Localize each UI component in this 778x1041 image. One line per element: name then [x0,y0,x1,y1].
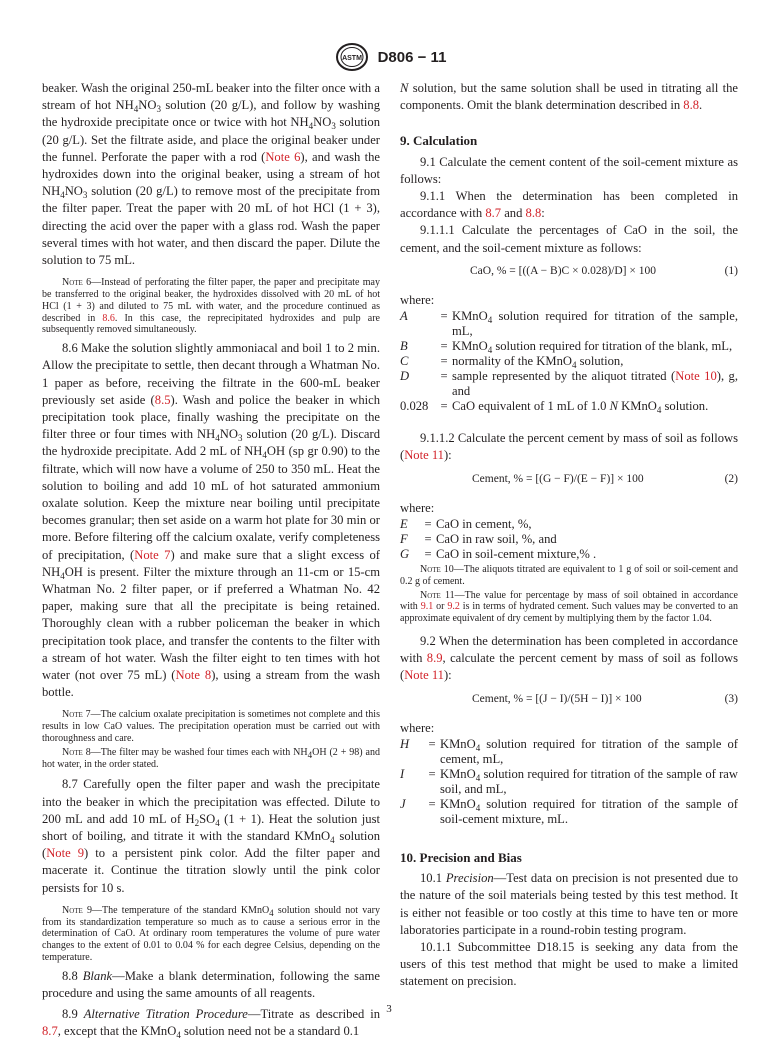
note-11-link[interactable]: Note 11 [404,448,444,463]
note-10-link[interactable]: Note 10 [675,369,717,384]
equation-2-number: (2) [724,472,738,485]
paragraph-9-1: 9.1 Calculate the cement content of the soil-cement mixture as follows: [400,154,738,186]
definition-row: A = KMnO$_4$ solution required for titration of the sample, mL, [400,309,738,339]
astm-logo-icon [332,42,372,72]
note-11-link[interactable]: Note 11 [404,668,444,683]
note-8: Note 8—The filter may be washed four times each with $NH_4OH$ (2 + 98) and hot water, in the order stated. [42,746,380,770]
page-header [0,42,778,72]
ref-8-8-link[interactable]: 8.8 [683,98,700,113]
definition-row: G = CaO in soil-cement mixture,% . [400,547,597,562]
definition-row: H = KMnO$_4$ solution required for titration of the sample of cement, mL, [400,737,738,767]
note-11: Note 11—The value for percentage by mass of soil obtained in accordance with 9.1 or 9.2 is in terms of hydrated cement. Such values may be converted to an approximate equivalent of dry cement by multiplying them by the factor 1.04. [400,589,738,625]
note-8-link[interactable]: Note 8 [175,668,212,683]
section-9-title: 9. Calculation [400,133,478,149]
note-6: Note 6—Instead of perforating the filter paper, the paper and precipitate may be transferred to the original beaker, the hydroxides dissolved with 20 mL of hot HCl (1 + 3) and diluted to 75 mL with water, and the procedure continued as described in 8.6. In this case, the reprecipitated hydroxides and pulp are subsequently removed simultaneously. [42,277,380,336]
definitions-eq1 [400,309,738,414]
definition-row: E = CaO in cement, %, [400,517,532,532]
ref-8-8-link[interactable]: 8.8 [525,206,542,221]
equation-3-number: (3) [724,692,738,705]
paragraph-10-1-1: 10.1.1 Subcommittee D18.15 is seeking any data from the users of this test method that might be used to make a limited statement on precision. [400,940,738,989]
svg-text:ASTM: ASTM [341,55,362,62]
definitions-eq3 [400,737,738,827]
ref-8-6-link[interactable]: 8.6 [102,312,115,324]
ref-8-9-link[interactable]: 8.9 [426,651,443,666]
equation-1-formula: CaO, % = [((A − B)C × 0.028)/D] × 100 [470,264,656,277]
definition-row: B = KMnO$_4$ solution required for titration of the blank, mL, [400,339,733,356]
note-9-link[interactable]: Note 9 [46,846,85,861]
paragraph-9-2: 9.2 When the determination has been completed in accordance with 8.9, calculate the percent cement by mass of soil as follows (Note 11): [400,634,738,683]
right-column [400,80,738,991]
equation-3-formula: Cement, % = [(J − I)/(5H − I)] × 100 [472,692,642,705]
definition-row: J = KMnO$_4$ solution required for titration of the sample of soil-cement mixture, mL. [400,797,738,827]
definition-row: D = sample represented by the aliquot titrated (Note 10), g, and [400,369,739,399]
ref-8-7-link[interactable]: 8.7 [42,1024,58,1039]
ref-9-1-link[interactable]: 9.1 [420,601,434,613]
note-7: Note 7—The calcium oxalate precipitation is sometimes not complete and this results in low CaO values. The precipitation operation must be carried out with thoroughness and care. [42,709,380,745]
note-7-link[interactable]: Note 7 [134,547,171,562]
equation-3 [400,691,738,708]
definition-row: F = CaO in raw soil, %, and [400,532,557,547]
note-10: Note 10—The aliquots titrated are equivalent to 1 g of soil or soil-cement and 0.2 g of cement. [400,564,738,587]
paragraph-8-6: 8.6 Make the solution slightly ammoniacal and boil 1 to 2 min. Allow the precipitate to settle, then decant through a Whatman No. 1 paper as before, receiving the filtrate in the 600-mL beaker previously set aside (8.5). Wash and police the beaker in which precipitation took place, finally washing the precipitate on the filter three or four times with $NH_4NO_3$ solution (20 g/L). Discard the hydroxide precipitate. Add 2 mL of $NH_4OH$ (sp gr 0.90) to the filtrate, which will now have a volume of 250 to 350 mL. Heat the solution to boiling and add 10 mL of hot saturated ammonium oxalate solution. Keep the mixture near boiling until precipitate becomes granular; then set aside on a warm hot plate for 30 min or more. Before filtering off the calcium oxalate, verify completeness of precipitation, (Note 7) and make sure that a slight excess of $NH_4OH$ is present. Filter the mixture through an 11-cm or 15-cm Whatman No. 2 filter paper, or if preferred a Whatman No. 42 paper, making sure that all the precipitate is being retained. Thoroughly clean with a rubber policeman the beaker in which precipitation took place, and transfer the contents to the filter with a stream of hot water. Wash the filter eight to ten times with hot water (not over 75 mL) (Note 8), using a stream from the wash bottle. [42,341,381,700]
left-column [42,80,380,1041]
paragraph-8-8: 8.8 Blank—Make a blank determination, following the same procedure and using the same amounts of all reagents. [42,968,380,1001]
where-label: where: [400,293,435,308]
where-label: where: [400,720,435,735]
paragraph-9-1-1: 9.1.1 When the determination has been completed in accordance with 8.7 and 8.8: [400,189,738,221]
paragraph-9-1-1-1: 9.1.1.1 Calculate the percentages of CaO in the soil, the cement, and the soil-cement mixture as follows: [400,223,738,255]
paragraph-9-1-1-2: 9.1.1.2 Calculate the percent cement by mass of soil as follows (Note 11): [400,431,738,463]
paragraph-8-9: 8.9 Alternative Titration Procedure—Titrate as described in 8.7, except that the KMnO$_4$ solution need not be a standard 0.1 [42,1007,381,1041]
paragraph-8-7: 8.7 Carefully open the filter paper and wash the precipitate into the beaker in which the precipitation was effected. Dilute to 200 mL and add 10 mL of $H_2SO_4$ (1 + 1). Heat the solution just short of boiling, and titrate it with the standard KMnO$_4$ solution (Note 9) to a persistent pink color. Add the filter paper and macerate it. Continue the titration slowly until the pink color persists for 10 s. [42,777,380,895]
definitions-eq2 [400,517,738,562]
paragraph-10-1: 10.1 Precision—Test data on precision is not presented due to the nature of the soil materials being tested by this test method. It is either not feasible or too costly at this time to have ten or more laboratories participate in a round-robin testing program. [400,871,739,937]
equation-2-formula: Cement, % = [(G − F)/(E − F)] × 100 [472,472,644,485]
paragraph-8-5-cont: beaker. Wash the original 250-mL beaker into the filter once with a stream of hot $NH_4NO_3$ solution (20 g/L), and follow by washing the hydroxide precipitate once or twice with hot $NH_4NO_3$ solution (20 g/L). Set the filtrate aside, and place the original beaker under the funnel. Perforate the paper with a rod (Note 6), and wash the hydroxides down into the original beaker, using a stream of hot $NH_4NO_3$ solution (20 g/L) to remove most of the precipitate from the filter paper. Treat the paper with 20 mL of hot HCl (1 + 3), directing the acid over the paper with a glass rod. Wash the paper several times with hot water, and then discard the paper. Dilute the solution to 75 mL. [42,81,380,268]
note-6-link[interactable]: Note 6 [265,149,301,164]
equation-1 [400,263,738,280]
definition-row: 0.028 = CaO equivalent of 1 mL of 1.0 N KMnO$_4$ solution. [400,399,709,416]
equation-1-number: (1) [724,264,738,277]
equation-2 [400,471,738,488]
page-number: 3 [386,1003,392,1015]
definition-row: C = normality of the KMnO$_4$ solution, [400,354,624,371]
paragraph-8-9-cont: N solution, but the same solution shall be used in titrating all the components. Omit the blank determination described in 8.8. [400,81,738,113]
where-label: where: [400,500,435,515]
section-10-title: 10. Precision and Bias [400,850,522,866]
ref-9-2-link[interactable]: 9.2 [447,601,460,613]
note-9: Note 9—The temperature of the standard KMnO$_4$ solution should not vary from its standardization temperature so much as to cause a serious error in the determination of CaO. At ordinary room temperatures the volume of pure water changes to the extent of 0.01 to 0.04 % for each degree Celsius, depending on the temperature. [42,904,380,964]
ref-8-7-link[interactable]: 8.7 [485,206,502,221]
ref-8-5-link[interactable]: 8.5 [154,392,171,407]
designation: D806 − 11 [377,48,447,66]
definition-row: I = KMnO$_4$ solution required for titration of the sample of raw soil, and mL, [400,767,738,797]
